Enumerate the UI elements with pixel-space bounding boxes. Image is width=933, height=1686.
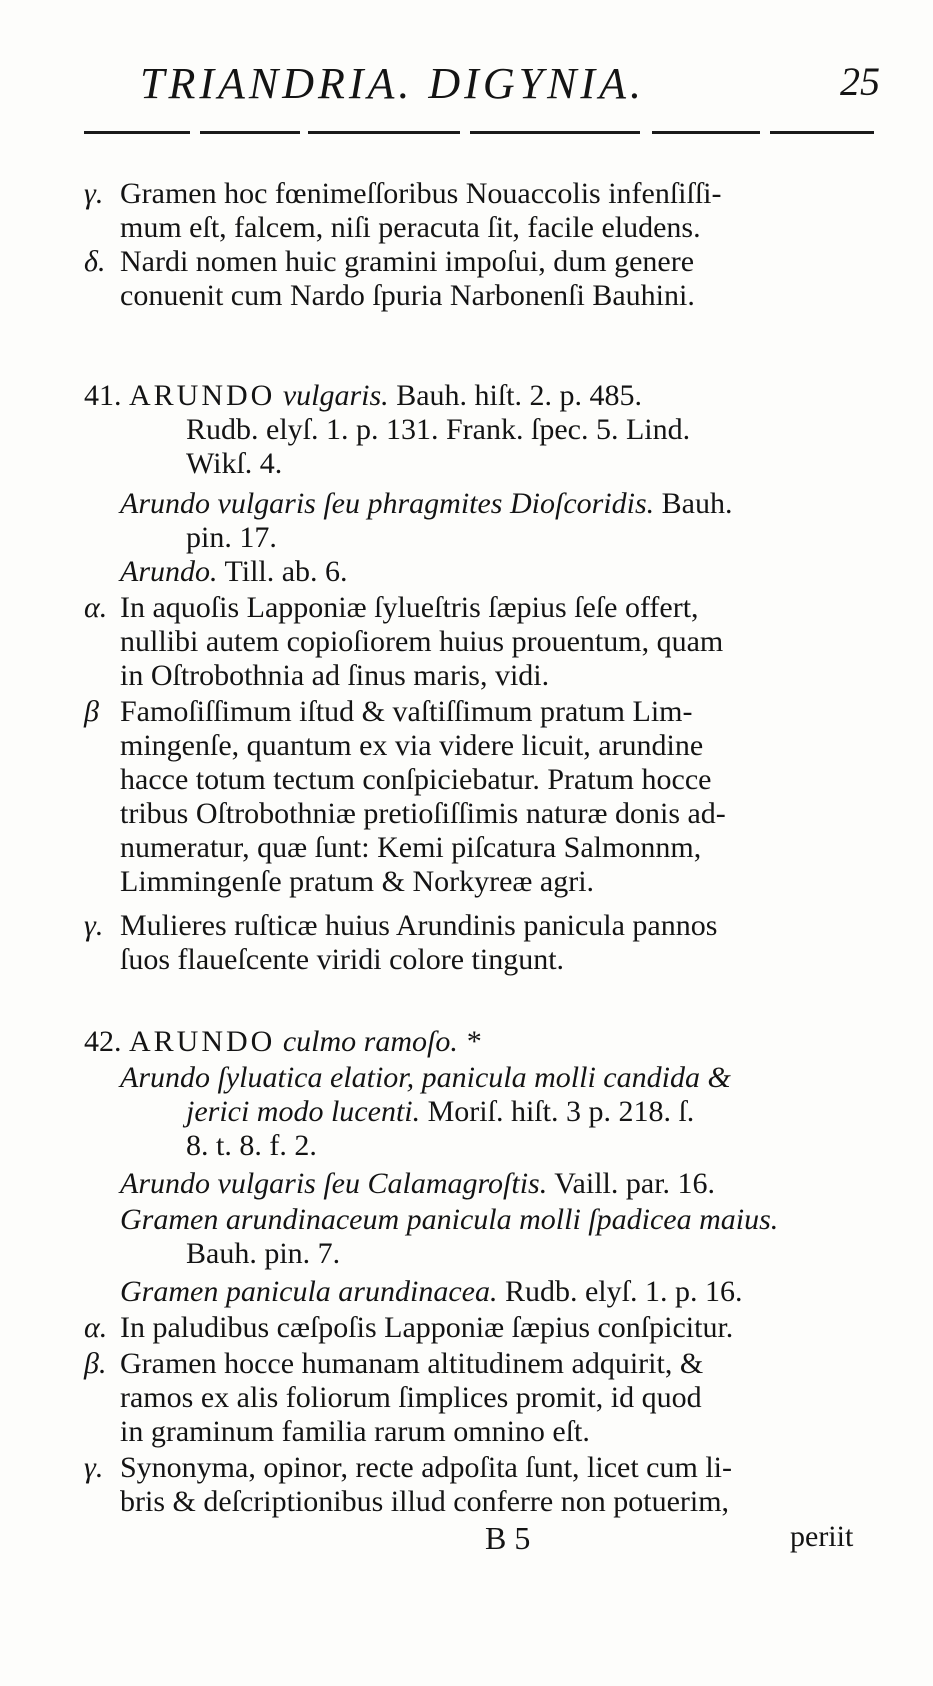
- synonym-name: Arundo ſyluatica elatior, panicula molli candida &: [120, 1061, 731, 1094]
- text-line: In paludibus cæſpoſis Lapponiæ ſæpius conſpicitur.: [120, 1311, 734, 1344]
- reference: Till. ab. 6.: [224, 555, 348, 588]
- note-marker-alpha: α.: [84, 591, 108, 624]
- page-number: 25: [840, 59, 880, 104]
- synonym-name: Arundo vulgaris ſeu phragmites Dioſcoridis.: [120, 487, 655, 520]
- rule-gap: [460, 128, 470, 136]
- reference: Vaill. par. 16.: [554, 1167, 716, 1200]
- text-line: Mulieres ruſticæ huius Arundinis panicula pannos: [120, 909, 718, 942]
- text-line: Bauh. pin. 7.: [186, 1237, 341, 1270]
- signature-mark: B 5: [485, 1520, 531, 1556]
- reference: Bauh.: [661, 487, 733, 520]
- header-title: TRIANDRIA. DIGYNIA.: [140, 59, 645, 108]
- reference: Bauh. hiſt. 2. p. 485.: [396, 379, 643, 412]
- text-line: in graminum familia rarum omnino eſt.: [120, 1415, 590, 1448]
- text-line: hacce totum tectum conſpiciebatur. Pratum hocce: [120, 763, 712, 796]
- rule-gap: [640, 128, 652, 136]
- text-line: Nardi nomen huic gramini impoſui, dum genere: [120, 245, 695, 278]
- text-line: Synonyma, opinor, recte adpoſita ſunt, licet cum li-: [120, 1451, 732, 1484]
- text-line: In aquoſis Lapponiæ ſylueſtris ſæpius ſeſe offert,: [120, 591, 699, 624]
- text-line: 8. t. 8. f. 2.: [186, 1129, 317, 1162]
- synonym-line: [120, 1167, 715, 1201]
- text-line: Famoſiſſimum iſtud & vaſtiſſimum pratum Lim-: [120, 695, 693, 728]
- text-line: pin. 17.: [186, 521, 277, 554]
- note-marker-gamma: γ.: [84, 909, 104, 942]
- note-marker-beta: β: [84, 695, 99, 728]
- synonym-name: Gramen arundinaceum panicula molli ſpadicea maius.: [120, 1203, 779, 1236]
- genus-name: ARUNDO: [129, 379, 276, 412]
- rule-gap: [300, 128, 308, 136]
- synonym-line: [186, 1095, 694, 1129]
- text-line: ſuos flaueſcente viridi colore tingunt.: [120, 943, 565, 976]
- reference: Rudb. elyſ. 1. p. 16.: [504, 1275, 743, 1308]
- text-line: nullibi autem copioſiorem huius prouentum, quam: [120, 625, 724, 658]
- rule-gap: [760, 128, 770, 136]
- synonym-line: [120, 487, 732, 521]
- text-line: bris & deſcriptionibus illud conferre non potuerim,: [120, 1485, 730, 1518]
- rule-gap: [190, 128, 200, 136]
- text-line: mingenſe, quantum ex via videre licuit, arundine: [120, 729, 704, 762]
- text-line: tribus Oſtrobothniæ pretioſiſſimis naturæ donis ad-: [120, 797, 726, 830]
- note-marker-gamma: γ.: [84, 177, 104, 210]
- text-line: Rudb. elyſ. 1. p. 131. Frank. ſpec. 5. Lind.: [186, 413, 691, 446]
- catchword: periit: [790, 1520, 854, 1553]
- header-rule: [84, 131, 874, 134]
- text-line: Gramen hoc fœnimeſſoribus Nouaccolis infenſiſſi-: [120, 177, 722, 210]
- running-header: [140, 58, 880, 118]
- reference: Moriſ. hiſt. 3 p. 218. ſ.: [427, 1095, 695, 1128]
- text-line: Limmingenſe pratum & Norkyreæ agri.: [120, 865, 595, 898]
- synonym-name: Arundo vulgaris ſeu Calamagroſtis.: [120, 1167, 548, 1200]
- text-line: numeratur, quæ ſunt: Kemi piſcatura Salmonnm,: [120, 831, 702, 864]
- note-marker-gamma: γ.: [84, 1451, 104, 1484]
- text-line: ramos ex alis foliorum ſimplices promit, id quod: [120, 1381, 702, 1414]
- text-line: conuenit cum Nardo ſpuria Narbonenſi Bauhini.: [120, 279, 695, 312]
- synonym-line: [120, 1275, 742, 1309]
- synonym-name: Arundo.: [120, 555, 218, 588]
- entry-number: 41.: [84, 379, 122, 412]
- entry-number: 42.: [84, 1025, 122, 1058]
- species-epithet: vulgaris.: [282, 379, 389, 412]
- synonym-line: [120, 555, 348, 589]
- entry-42-heading: [84, 1025, 480, 1059]
- synonym-name: jerici modo lucenti.: [186, 1095, 421, 1128]
- synonym-name: Gramen panicula arundinacea.: [120, 1275, 498, 1308]
- text-line: Gramen hocce humanam altitudinem adquirit, &: [120, 1347, 704, 1380]
- note-marker-beta: β.: [84, 1347, 107, 1380]
- species-epithet: culmo ramoſo. *: [282, 1025, 481, 1058]
- text-line: in Oſtrobothnia ad ſinus maris, vidi.: [120, 659, 550, 692]
- entry-41-heading: [84, 379, 642, 413]
- genus-name: ARUNDO: [129, 1025, 276, 1058]
- text-line: Wikſ. 4.: [186, 447, 283, 480]
- note-marker-delta: δ.: [84, 245, 106, 278]
- note-marker-alpha: α.: [84, 1311, 108, 1344]
- text-line: mum eſt, falcem, niſi peracuta ſit, facile eludens.: [120, 211, 701, 244]
